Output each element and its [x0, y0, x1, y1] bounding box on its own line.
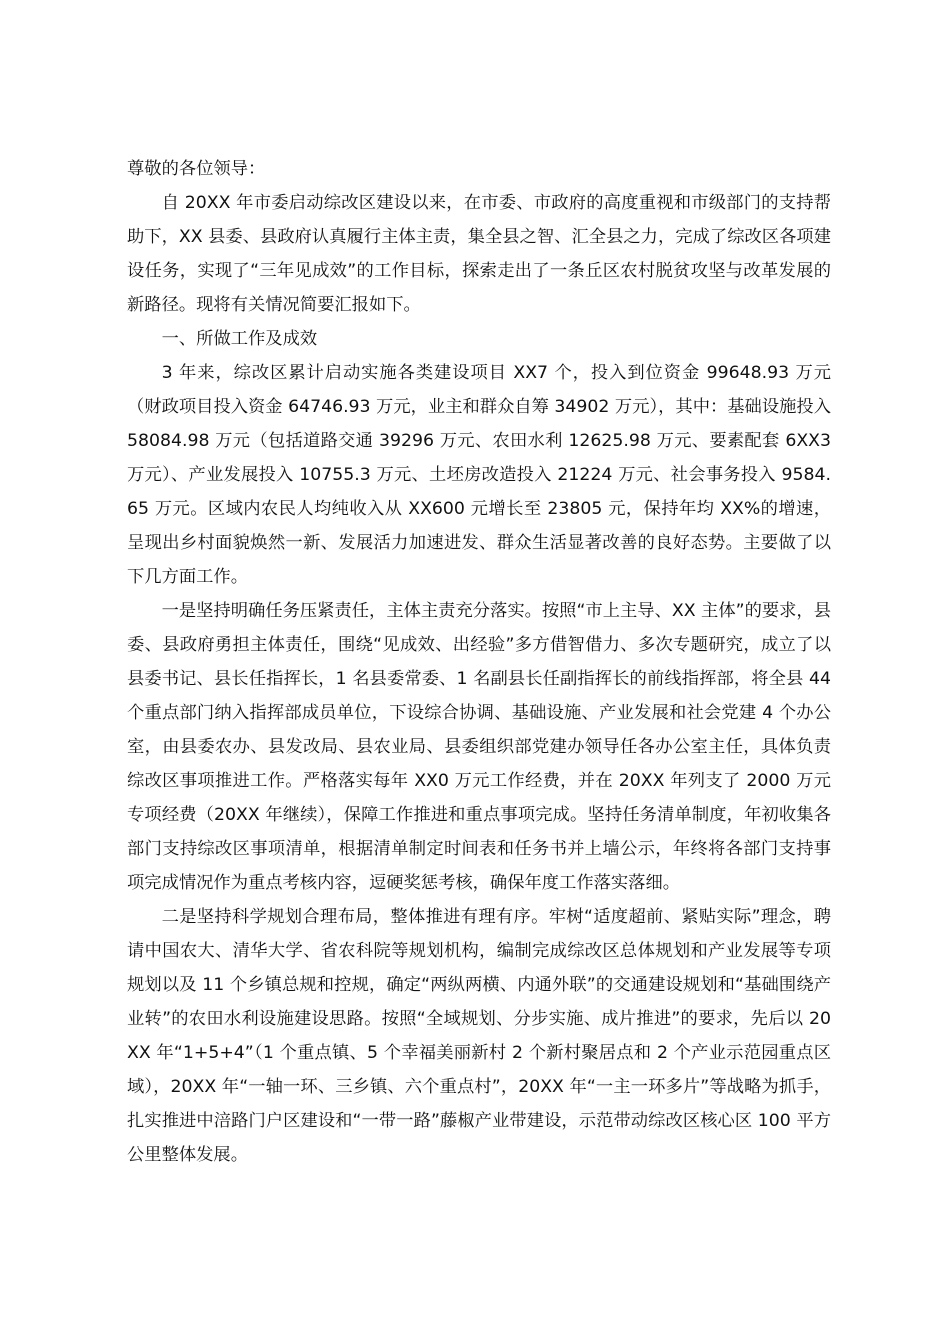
- document-page: [127, 152, 831, 1172]
- paragraph-responsibility: 一是坚持明确任务压紧责任，主体主责充分落实。按照“市上主导、XX 主体”的要求，县委、县政府勇担主体责任，围绕“见成效、出经验”多方借智借力、多次专题研究，成立了以县委书记、县长任指挥长，1 名县委常委、1 名副县长任副指挥长的前线指挥部，将全县 44 个重点部门纳入指挥部成员单位，下设综合协调、基础设施、产业发展和社会党建 4 个办公室，由县委农办、县发改局、县农业局、县委组织部党建办领导任各办公室主任，具体负责综改区事项推进工作。严格落实每年 XX0 万元工作经费，并在 20XX 年列支了 2000 万元专项经费（20XX 年继续），保障工作推进和重点事项完成。坚持任务清单制度，年初收集各部门支持综改区事项清单，根据清单制定时间表和任务书并上墙公示，年终将各部门支持事项完成情况作为重点考核内容，逗硬奖惩考核，确保年度工作落实落细。: [127, 601, 831, 893]
- section-heading: 一、所做工作及成效: [161, 329, 318, 349]
- salutation: 尊敬的各位领导：: [127, 159, 266, 179]
- paragraph-planning: 二是坚持科学规划合理布局，整体推进有理有序。牢树“适度超前、紧贴实际”理念，聘请中国农大、清华大学、省农科院等规划机构，编制完成综改区总体规划和产业发展等专项规划以及 11 个乡镇总规和控规，确定“两纵两横、内通外联”的交通建设规划和“基础围绕产业转”的农田水利设施建设思路。按照“全域规划、分步实施、成片推进”的要求，先后以 20XX 年“1+5+4”（1 个重点镇、5 个幸福美丽新村 2 个新村聚居点和 2 个产业示范园重点区域），20XX 年“一轴一环、三乡镇、六个重点村”，20XX 年“一主一环多片”等战略为抓手，扎实推进中涪路门户区建设和“一带一路”藤椒产业带建设，示范带动综改区核心区 100 平方公里整体发展。: [127, 907, 831, 1165]
- paragraph-investment-summary: 3 年来，综改区累计启动实施各类建设项目 XX7 个，投入到位资金 99648.93 万元（财政项目投入资金 64746.93 万元，业主和群众自筹 34902 万元），其中：基础设施投入 58084.98 万元（包括道路交通 39296 万元、农田水利 12625.98 万元、要素配套 6XX3 万元）、产业发展投入 10755.3 万元、土坯房改造投入 21224 万元、社会事务投入 9584.65 万元。区域内农民人均纯收入从 XX600 元增长至 23805 元，保持年均 XX%的增速，呈现出乡村面貌焕然一新、发展活力加速进发、群众生活显著改善的良好态势。主要做了以下几方面工作。: [127, 363, 831, 587]
- paragraph-intro: 自 20XX 年市委启动综改区建设以来，在市委、市政府的高度重视和市级部门的支持帮助下，XX 县委、县政府认真履行主体主责，集全县之智、汇全县之力，完成了综改区各项建设任务，实现了“三年见成效”的工作目标，探索走出了一条丘区农村脱贫攻坚与改革发展的新路径。现将有关情况简要汇报如下。: [127, 193, 831, 315]
